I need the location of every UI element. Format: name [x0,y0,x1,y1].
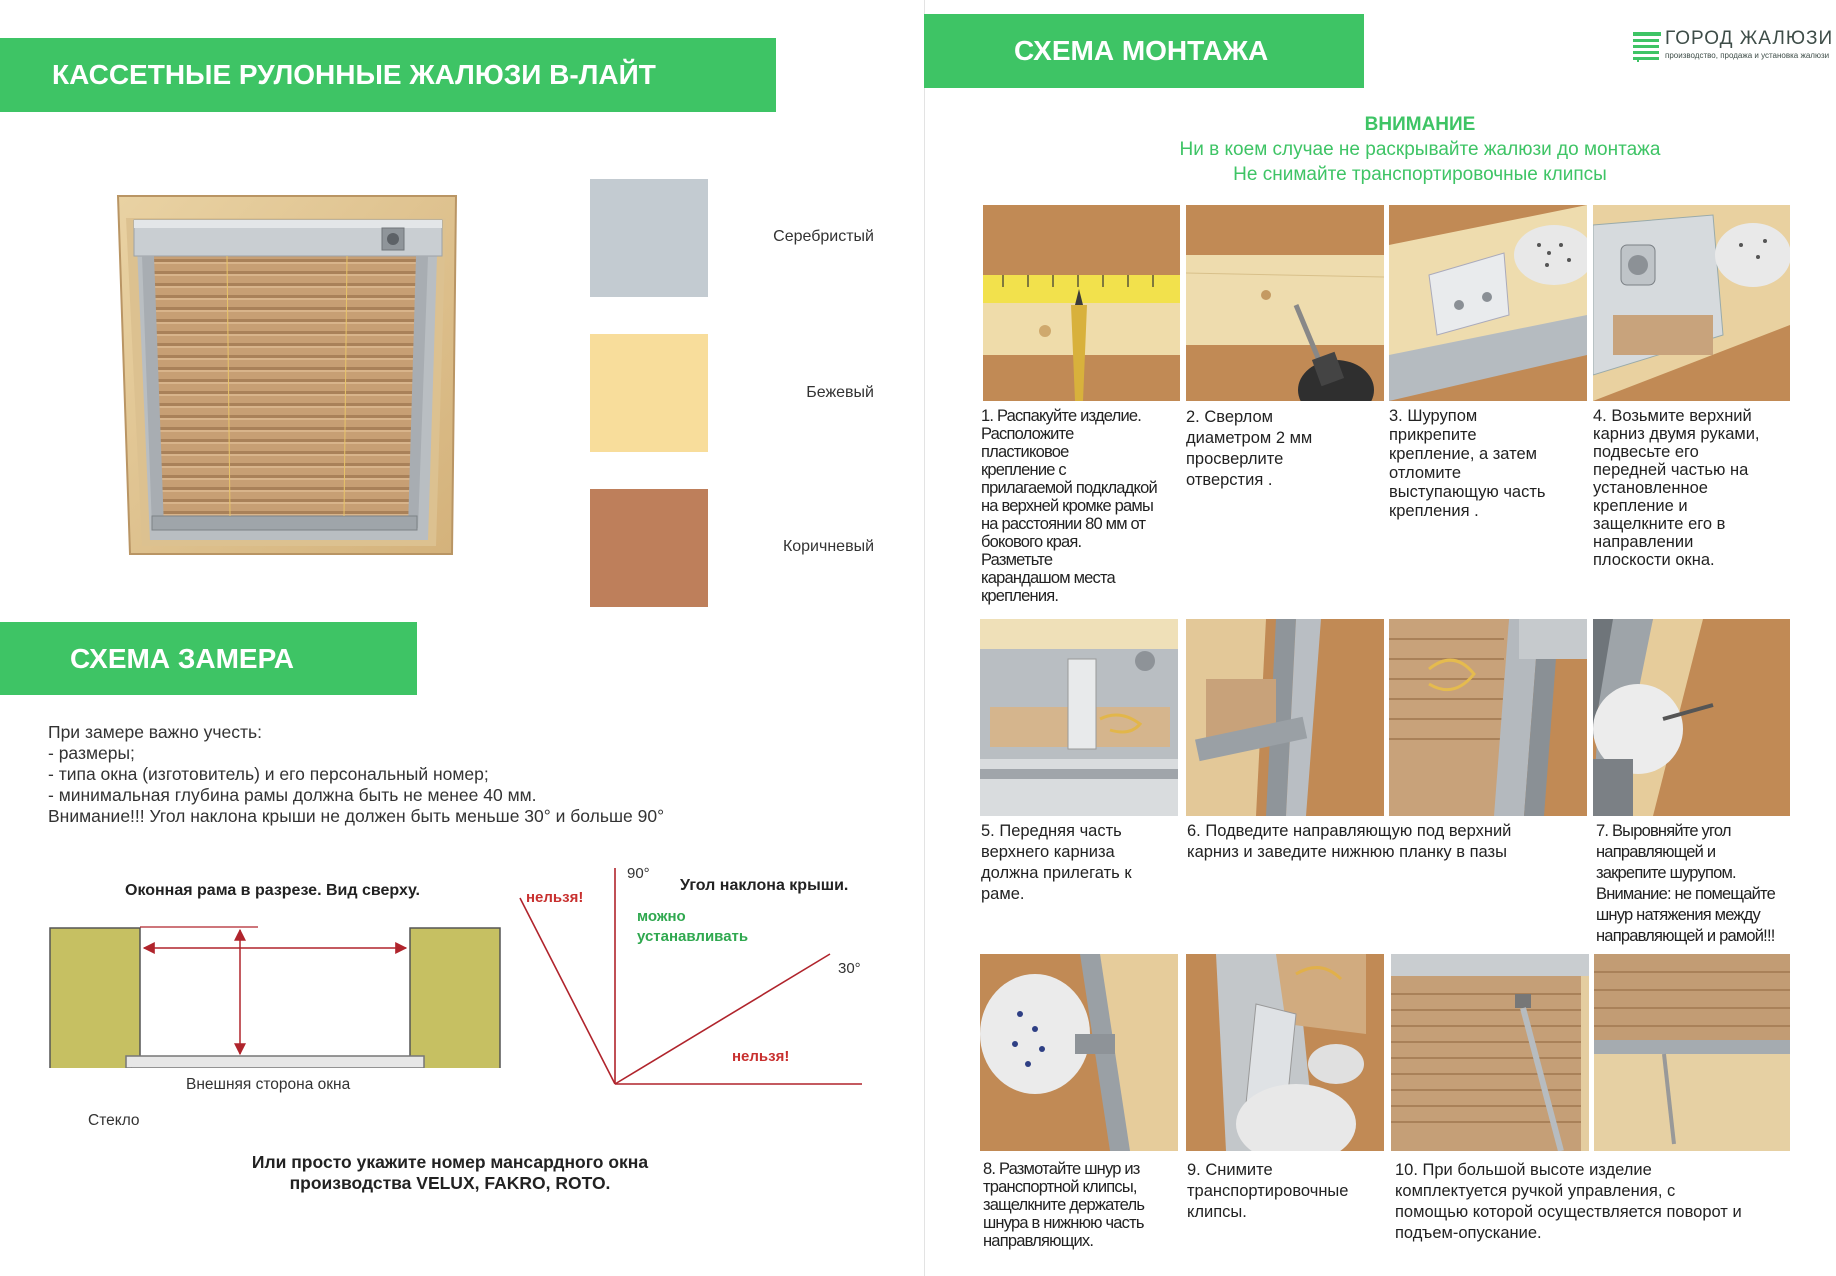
caption-line: на расстоянии 80 мм от [981,515,1146,533]
caption-line: 2. Сверлом [1186,408,1273,426]
step-1-photo [983,205,1180,401]
warning-heading: ВНИМАНИЕ [1364,114,1476,135]
angle-label-90: 90° [627,865,650,882]
caption-line: 6. Подведите направляющую под верхний [1187,822,1512,840]
logo-blinds-icon [1633,32,1661,62]
caption-line: отломите [1389,464,1462,482]
caption-line: защелкните держатель [983,1196,1145,1214]
caption-line: должна прилегать к [981,864,1132,882]
caption-line: направляющей и рамой!!! [1596,927,1775,945]
window-model-note-line2: производства VELUX, FAKRO, ROTO. [289,1173,611,1193]
caption-line: Внимание: не помещайте [1596,885,1775,903]
caption-line: передней частью на [1593,461,1749,479]
caption-line: на верхней кромке рамы [981,497,1153,515]
step-10a-photo [1391,954,1589,1151]
mounting-scheme-title: СХЕМА МОНТАЖА [1014,35,1269,66]
step-9-photo [1186,954,1384,1151]
measure-scheme-banner [0,622,417,695]
caption-line: карниз двумя руками, [1593,425,1760,443]
caption-line: направляющих. [983,1232,1094,1250]
caption-line: пластиковое [981,443,1069,461]
logo-tagline: производство, продажа и установка жалюзи [1665,51,1830,60]
measure-note: - минимальная глубина рамы должна быть не менее 40 мм. [48,785,537,805]
caption-line: раме. [981,885,1025,903]
window-model-note [160,1152,740,1194]
caption-line: карниз и заведите нижнюю планку в пазы [1187,843,1507,861]
window-model-note-line1: Или просто укажите номер мансардного окна [251,1152,649,1172]
measure-notes [48,722,664,827]
step-6-caption [1187,821,1587,863]
swatch-label-brown: Коричневый [782,538,874,555]
angle-label-30: 30° [838,960,861,977]
step-3-photo [1389,205,1587,401]
mounting-scheme-banner [924,14,1364,88]
step-10-caption [1395,1160,1805,1244]
caption-line: плоскости окна. [1593,551,1715,569]
step-1-caption [981,407,1177,605]
caption-line: подвесьте его [1593,443,1699,461]
caption-line: крепления . [1389,502,1479,520]
step-8-caption [983,1160,1183,1250]
angle-diagram-title: Угол наклона крыши. [680,877,849,894]
caption-line: просверлите [1186,450,1284,468]
caption-line: шнур натяжения между [1596,906,1760,924]
forbidden-bottom-text: нельзя [732,1048,785,1065]
caption-line: направлении [1593,533,1694,551]
caption-line: прикрепите [1389,426,1477,444]
measure-note: Внимание!!! Угол наклона крыши не должен быть меньше 30° и больше 90° [48,806,665,826]
caption-line: выступающую часть [1389,483,1546,501]
step-3-caption [1389,407,1585,521]
caption-line: 8. Размотайте шнур из [983,1160,1140,1178]
warning-line1: Ни в коем случае не раскрывайте жалюзи до монтажа [1179,139,1661,160]
swatch-label-silver: Серебристый [773,228,874,245]
forbidden-bottom-label [732,1048,789,1065]
caption-line: направляющей и [1596,843,1716,861]
company-logo [1633,28,1833,64]
measure-scheme-title: СХЕМА ЗАМЕРА [70,642,295,674]
step-4-photo [1593,205,1790,401]
step-2-caption [1186,407,1382,491]
caption-line: прилагаемой подкладкой [981,479,1157,497]
step-5-caption [981,821,1181,905]
step-6b-photo [1389,619,1587,816]
frame-diagram-title: Оконная рама в разрезе. Вид сверху. [125,882,420,899]
caption-line: транспортировочные [1187,1182,1349,1200]
glass-label: Стекло [88,1112,140,1129]
caption-line: комплектуется ручкой управления, с [1395,1182,1676,1200]
caption-line: защелкните его в [1593,515,1726,533]
measure-note: - типа окна (изготовитель) и его персональный номер; [48,764,489,784]
measure-note: - размеры; [48,743,135,763]
caption-line: 5. Передняя часть [981,822,1122,840]
product-title: КАССЕТНЫЕ РУЛОННЫЕ ЖАЛЮЗИ В-ЛАЙТ [52,59,656,90]
warning-line2: Не снимайте транспортировочные клипсы [1233,164,1607,185]
step-4-caption [1593,407,1793,569]
caption-line: подъем-опускание. [1395,1224,1542,1242]
caption-line: 3. Шурупом [1389,407,1478,425]
caption-line: крепление с [981,461,1066,479]
step-9-caption [1187,1160,1387,1223]
caption-line: крепления. [981,587,1059,605]
caption-line: отверстия . [1186,471,1273,489]
step-6a-photo [1186,619,1384,816]
page-divider [924,0,925,1276]
swatch-label-beige: Бежевый [806,384,874,401]
forbidden-top-text: нельзя [526,889,579,906]
caption-line: диаметром 2 мм [1186,429,1313,447]
caption-line: карандашом места [981,569,1115,587]
blind-window-image [112,190,462,560]
step-7-caption [1596,821,1796,947]
step-10b-photo [1594,954,1790,1151]
measure-note: При замере важно учесть: [48,722,262,742]
caption-line: 7. Выровняйте угол [1596,822,1731,840]
caption-line: крепление и [1593,497,1688,515]
forbidden-top-label [526,889,583,906]
caption-line: Разметьте [981,551,1053,569]
caption-line: 4. Возьмите верхний [1593,407,1752,425]
step-7-photo [1593,619,1790,816]
step-5-photo [980,619,1178,816]
forbidden-top-exclaim: ! [578,889,584,906]
caption-line: установленное [1593,479,1708,497]
caption-line: закрепите шурупом. [1596,864,1736,882]
forbidden-bottom-exclaim: ! [784,1048,790,1065]
caption-line: транспортной клипсы, [983,1178,1137,1196]
caption-line: 10. При большой высоте изделие [1395,1161,1652,1179]
caption-line: клипсы. [1187,1203,1247,1221]
caption-line: верхнего карниза [981,843,1115,861]
product-title-banner [0,38,776,112]
frame-section-diagram [48,918,508,1068]
caption-line: Расположите [981,425,1074,443]
caption-line: шнура в нижнюю часть [983,1214,1144,1232]
outer-side-label: Внешняя сторона окна [186,1076,351,1093]
caption-line: 9. Снимите [1187,1161,1273,1179]
allowed-label-line2: устанавливать [637,928,749,945]
step-8-photo [980,954,1178,1151]
caption-line: помощью которой осуществляется поворот и [1395,1203,1742,1221]
logo-name: ГОРОД ЖАЛЮЗИ [1665,28,1834,49]
caption-line: крепление, а затем [1389,445,1538,463]
step-2-photo [1186,205,1384,401]
caption-line: 1. Распакуйте изделие. [981,407,1142,425]
caption-line: бокового края. [981,533,1082,551]
allowed-label-line1: можно [637,908,686,925]
